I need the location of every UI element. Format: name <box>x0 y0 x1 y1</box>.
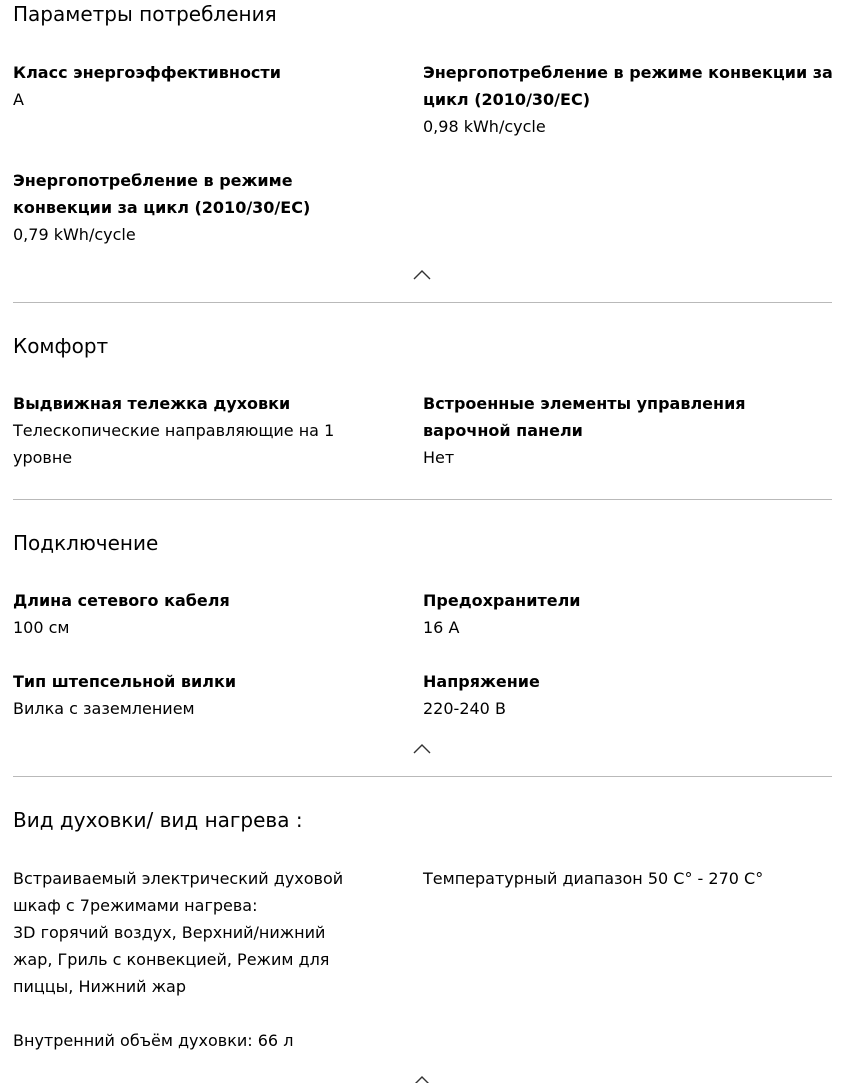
spec-value: 0,98 kWh/cycle <box>423 117 546 136</box>
section-title-connection: Подключение <box>13 531 159 555</box>
spec-value: 100 см <box>13 618 70 637</box>
spec-energy-convection-1 <box>423 59 833 140</box>
chevron-up-icon <box>413 1074 431 1083</box>
spec-value: Телескопические направляющие на 1 уровне <box>13 421 335 467</box>
oven-temperature-range <box>423 865 833 892</box>
spec-value: A <box>13 90 24 109</box>
oven-modes-text: Встраиваемый электрический духовой шкаф с 7режимами нагрева: 3D горячий воздух, Верхний/нижний жар, Гриль с конвекцией, Режим для пиццы, Нижний жар <box>13 869 344 996</box>
temperature-range-text: Температурный диапазон 50 С° - 270 С° <box>423 869 764 888</box>
oven-volume-text: Внутренний объём духовки: 66 л <box>13 1031 294 1050</box>
spec-fuses <box>423 587 833 641</box>
spec-label: Выдвижная тележка духовки <box>13 394 291 413</box>
chevron-up-icon <box>413 268 431 280</box>
section-divider <box>13 302 832 303</box>
spec-value: Нет <box>423 448 455 467</box>
section-title-comfort: Комфорт <box>13 334 109 358</box>
spec-voltage <box>423 668 833 722</box>
collapse-oven-type-button[interactable] <box>413 1074 431 1083</box>
spec-label: Предохранители <box>423 591 581 610</box>
spec-value: 220-240 В <box>423 699 506 718</box>
spec-oven-trolley <box>13 390 368 471</box>
spec-label: Класс энергоэффективности <box>13 63 281 82</box>
spec-plug-type <box>13 668 423 722</box>
spec-value: Вилка с заземлением <box>13 699 195 718</box>
collapse-connection-button[interactable] <box>413 742 431 754</box>
spec-label: Энергопотребление в режиме конвекции за цикл (2010/30/EC) <box>423 63 833 109</box>
spec-cable-length <box>13 587 423 641</box>
section-divider <box>13 499 832 500</box>
oven-description <box>13 865 368 1000</box>
spec-label: Встроенные элементы управления варочной панели <box>423 394 746 440</box>
chevron-up-icon <box>413 742 431 754</box>
section-title-consumption: Параметры потребления <box>13 2 277 26</box>
spec-hob-controls <box>423 390 768 471</box>
section-title-oven-type: Вид духовки/ вид нагрева : <box>13 808 303 832</box>
spec-energy-class <box>13 59 423 113</box>
spec-label: Длина сетевого кабеля <box>13 591 230 610</box>
spec-label: Энергопотребление в режиме конвекции за цикл (2010/30/EC) <box>13 171 311 217</box>
spec-energy-convection-2 <box>13 167 343 248</box>
spec-value: 16 A <box>423 618 460 637</box>
spec-value: 0,79 kWh/cycle <box>13 225 136 244</box>
oven-volume <box>13 1027 423 1054</box>
spec-label: Тип штепсельной вилки <box>13 672 237 691</box>
spec-label: Напряжение <box>423 672 540 691</box>
collapse-consumption-button[interactable] <box>413 268 431 280</box>
section-divider <box>13 776 832 777</box>
